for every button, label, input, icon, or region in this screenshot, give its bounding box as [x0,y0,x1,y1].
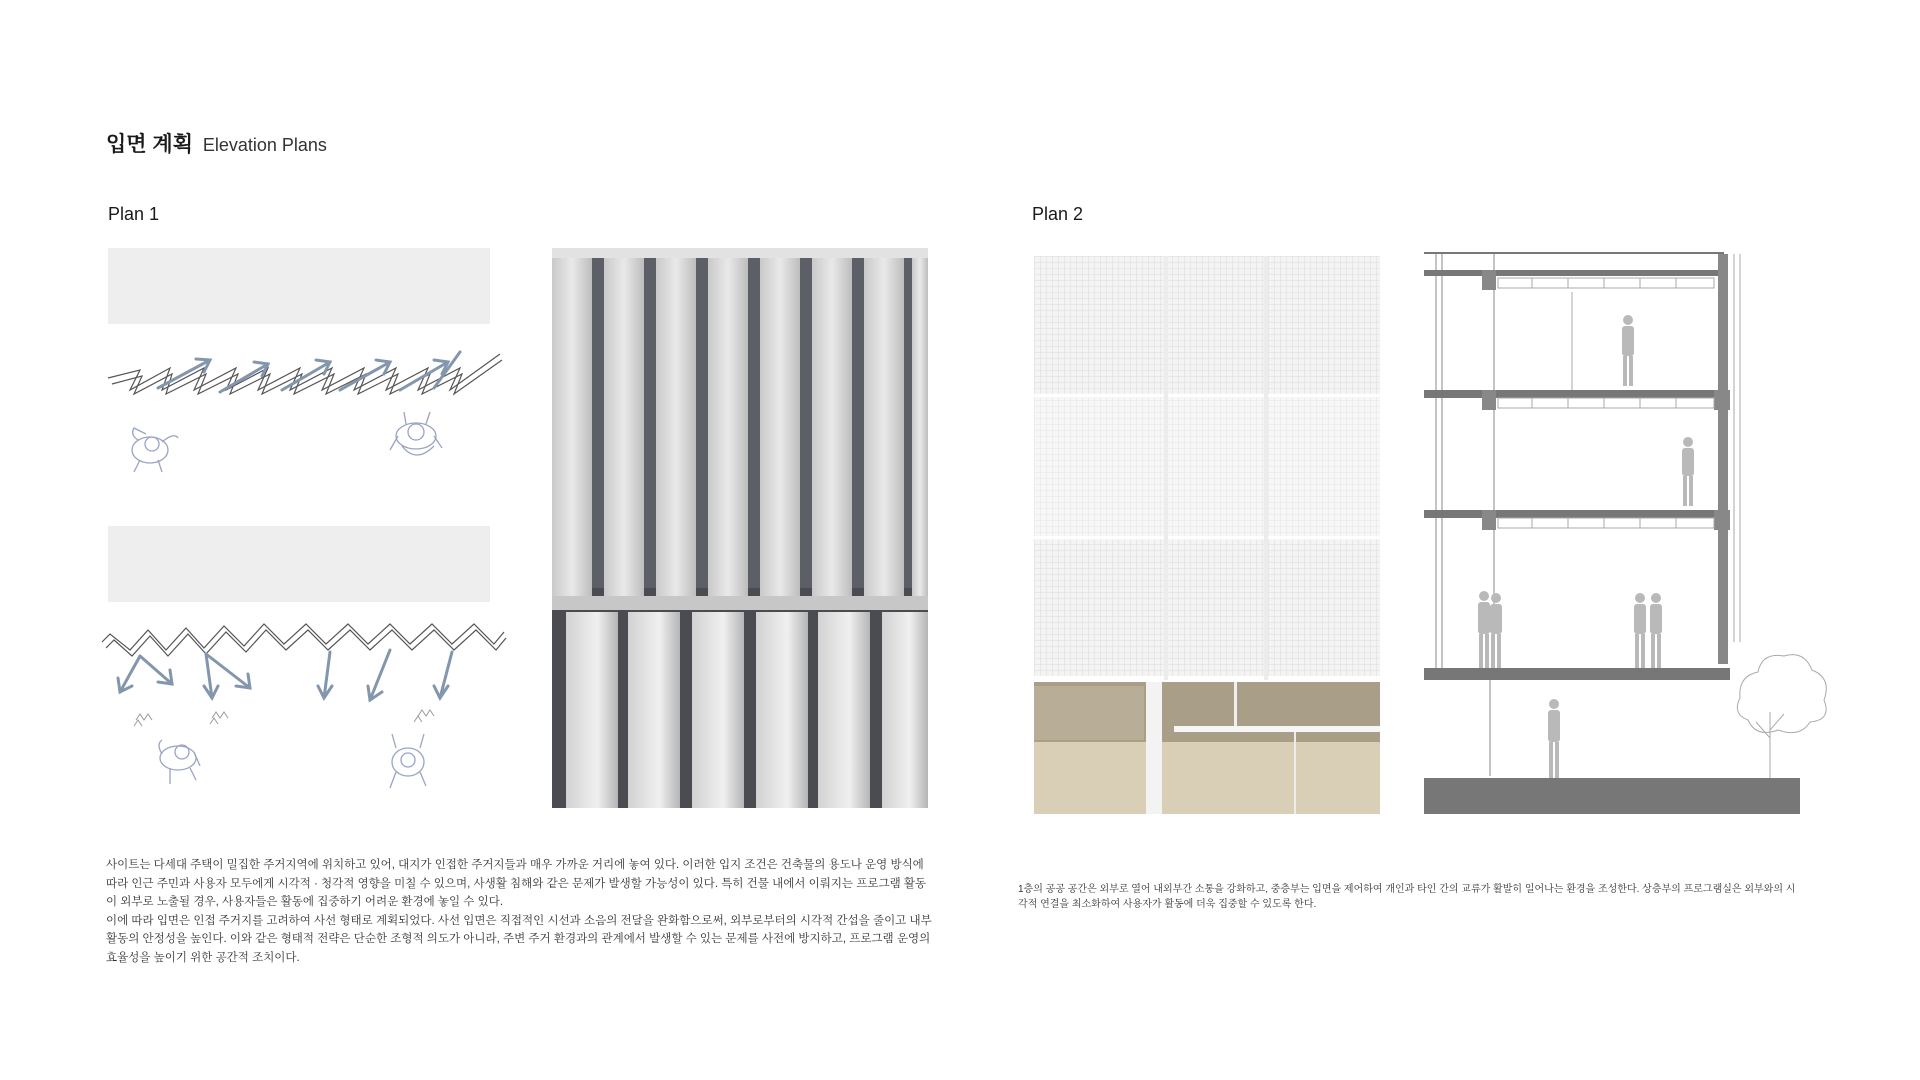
plan1-louver-render [552,248,928,808]
person-topview-icon [390,734,426,788]
person-topview-icon [159,740,200,784]
plan1-label: Plan 1 [108,204,160,224]
person-silhouette-icon [1622,315,1634,386]
plan1-description-p1: 사이트는 다세대 주택이 밀집한 주거지역에 위치하고 있어, 대지가 인접한 주거지들과 매우 가까운 거리에 놓여 있다. 이러한 입지 조건은 건축물의 용도나 운영 방식에 따라 인근 주민과 사용자 모두에게 시각적 · 청각적 영향을 미칠 수 있으며, 사생활 침해와 같은 문제가 발생할 가능성이 있다. 특히 건물 내에서 이뤄지는 프로그램 활동이 외부로 노출될 경우, 사용자들은 활동에 집중하기 어려운 환경에 놓일 수 있다. [106,859,927,908]
person-silhouette-icon [1548,699,1560,778]
floor-slabs [1424,270,1800,814]
plan1-diagram-bottom [100,620,510,800]
person-topview-icon [132,428,178,472]
louver-line-bottom [102,624,506,656]
person-topview-icon [390,412,442,455]
plan2-label: Plan 2 [1032,204,1084,224]
plan2-section-drawing [1422,252,1842,816]
plan1-gray-box-top [108,248,490,324]
page-title-ko: 입면 계획 [106,133,193,156]
tree-icon [1737,655,1826,778]
page-title-en: Elevation Plans [202,135,327,155]
open-arrows-icon [118,650,452,700]
people-group-icon [1478,591,1502,668]
plan1-gray-box-bottom [108,526,490,602]
page-title [106,128,327,158]
noise-squiggle-icon [134,710,434,726]
louver-panels-upper [552,248,928,598]
plan1-diagram-top [100,340,510,480]
plan1-description-p2: 이에 따라 입면은 인접 주거지를 고려하여 사선 형태로 계획되었다. 사선 입면은 직접적인 시선과 소음의 전달을 완화함으로써, 외부로부터의 시각적 간섭을 줄이고 내부 활동의 안정성을 높인다. 이와 같은 형태적 전략은 단순한 조형적 의도가 아니라, 주변 주거 환경과의 관계에서 발생할 수 있는 문제를 사전에 방지하고, 프로그램 운영의 효율성을 높이기 위한 공간적 조치이다. [106,914,932,964]
people-group-icon [1634,593,1662,668]
plan2-description: 1층의 공공 공간은 외부로 열어 내외부간 소통을 강화하고, 중층부는 입면을 제어하여 개인과 타인 간의 교류가 활발히 일어나는 환경을 조성한다. 상층부의 프로그램실은 외부와의 시각적 연결을 최소화하여 사용자가 활동에 더욱 집중할 수 있도록 한다. [1018,884,1796,910]
plan1-description [106,856,932,967]
plan2-mesh-facade-render [1034,256,1380,814]
person-silhouette-icon [1682,437,1694,506]
